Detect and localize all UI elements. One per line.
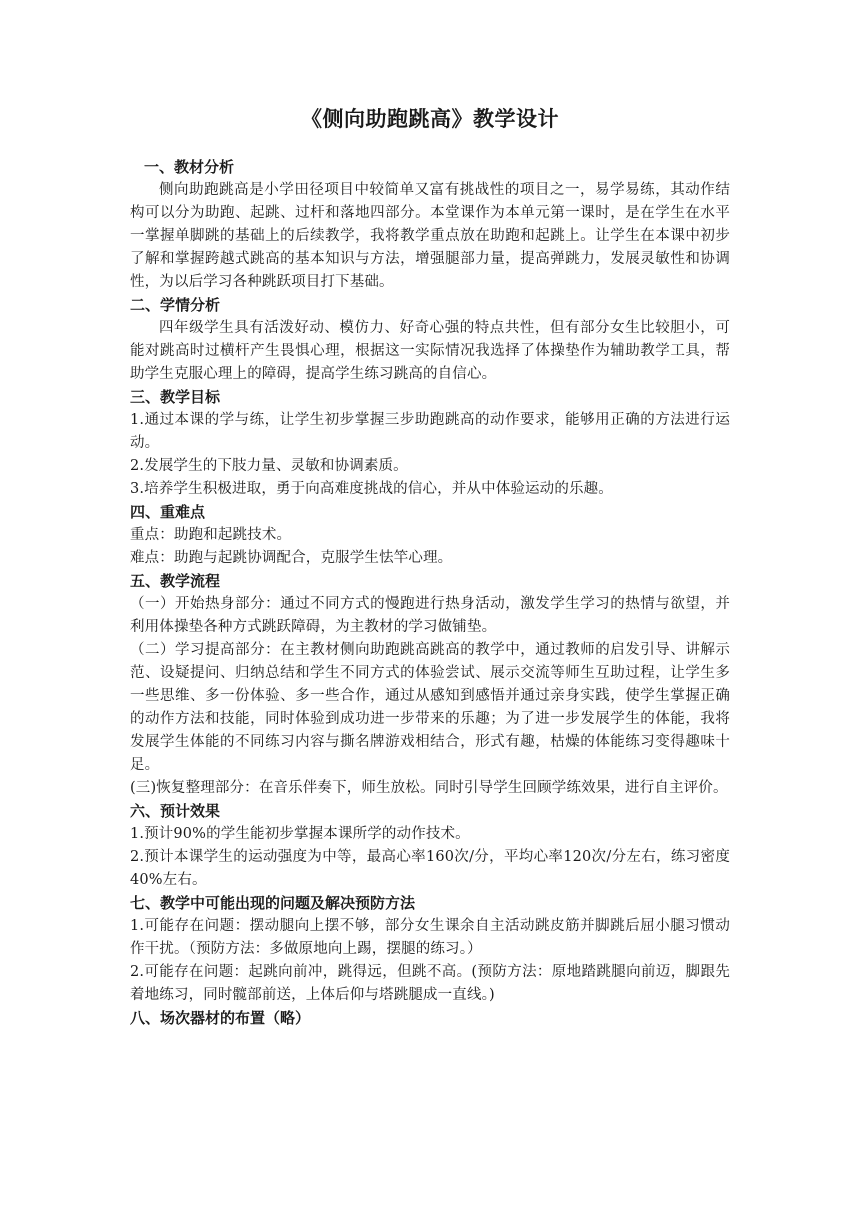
process-step: （一）开始热身部分：通过不同方式的慢跑进行热身活动，激发学生学习的热情与欲望，并利用体操垫各种方式跳跃障碍，为主教材的学习做铺垫。 xyxy=(130,596,730,635)
document-body xyxy=(130,104,730,1030)
difficulty-item: 难点：助跑与起跳协调配合，克服学生怯竿心理。 xyxy=(130,550,453,566)
key-point-item: 重点：助跑和起跳技术。 xyxy=(130,527,292,543)
section-heading-problems-solutions: 七、教学中可能出现的问题及解决预防方法 xyxy=(130,894,416,912)
goal-item: 2.发展学生的下肢力量、灵敏和协调素质。 xyxy=(130,458,408,474)
section-heading-textbook-analysis: 一、教材分析 xyxy=(144,158,235,176)
result-item: 2.预计本课学生的运动强度为中等，最高心率160次/分，平均心率120次/分左右，练习密度40%左右。 xyxy=(130,849,730,888)
section-heading-key-points: 四、重难点 xyxy=(130,503,206,521)
process-step: （二）学习提高部分：在主教材侧向助跑跳高跳高的教学中，通过教师的启发引导、讲解示范、设疑提问、归纳总结和学生不同方式的体验尝试、展示交流等师生互助过程，让学生多一些思维、多一份体验、多一些合作，通过从感知到感悟并通过亲身实践，使学生掌握正确的动作方法和技能，同时体验到成功进一步带来的乐趣；为了进一步发展学生的体能，我将发展学生体能的不同练习内容与撕名牌游戏相结合，形式有趣，枯燥的体能练习变得趣味十足。 xyxy=(130,642,730,773)
goal-item: 3.培养学生积极进取，勇于向高难度挑战的信心，并从中体验运动的乐趣。 xyxy=(130,481,613,497)
result-item: 1.预计90%的学生能初步掌握本课所学的动作技术。 xyxy=(130,826,470,842)
problem-item: 2.可能存在问题：起跳向前冲，跳得远，但跳不高。(预防方法：原地踏跳腿向前迈，脚跟先着地练习，同时髋部前送，上体后仰与塔跳腿成一直线。) xyxy=(130,964,730,1003)
process-step: (三)恢复整理部分：在音乐伴奏下，师生放松。同时引导学生回顾学练效果，进行自主评价。 xyxy=(130,780,728,796)
section-heading-expected-results: 六、预计效果 xyxy=(130,802,221,820)
section-paragraph: 侧向助跑跳高是小学田径项目中较简单又富有挑战性的项目之一，易学易练，其动作结构可以分为助跑、起跳、过杆和落地四部分。本堂课作为本单元第一课时，是在学生在水平一掌握单脚跳的基础上的后续教学，我将教学重点放在助跑和起跳上。让学生在本课中初步了解和掌握跨越式跳高的基本知识与方法，增强腿部力量，提高弹跳力，发展灵敏性和协调性，为以后学习各种跳跃项目打下基础。 xyxy=(130,182,730,290)
section-paragraph: 四年级学生具有活泼好动、模仿力、好奇心强的特点共性，但有部分女生比较胆小，可能对跳高时过横杆产生畏惧心理，根据这一实际情况我选择了体操垫作为辅助教学工具，帮助学生克服心理上的障碍，提高学生练习跳高的自信心。 xyxy=(130,320,730,382)
section-heading-learner-analysis: 二、学情分析 xyxy=(130,296,221,314)
section-heading-teaching-goals: 三、教学目标 xyxy=(130,388,221,406)
problem-item: 1.可能存在问题：摆动腿向上摆不够，部分女生课余自主活动跳皮筋并脚跳后屈小腿习惯动作干扰。（预防方法：多做原地向上踢，摆腿的练习。） xyxy=(130,918,730,957)
section-heading-teaching-process: 五、教学流程 xyxy=(130,572,221,590)
goal-item: 1.通过本课的学与练，让学生初步掌握三步助跑跳高的动作要求，能够用正确的方法进行运动。 xyxy=(130,412,730,451)
section-heading-equipment-layout: 八、场次器材的布置（略） xyxy=(130,1009,311,1027)
document-title: 《侧向助跑跳高》教学设计 xyxy=(301,107,559,131)
